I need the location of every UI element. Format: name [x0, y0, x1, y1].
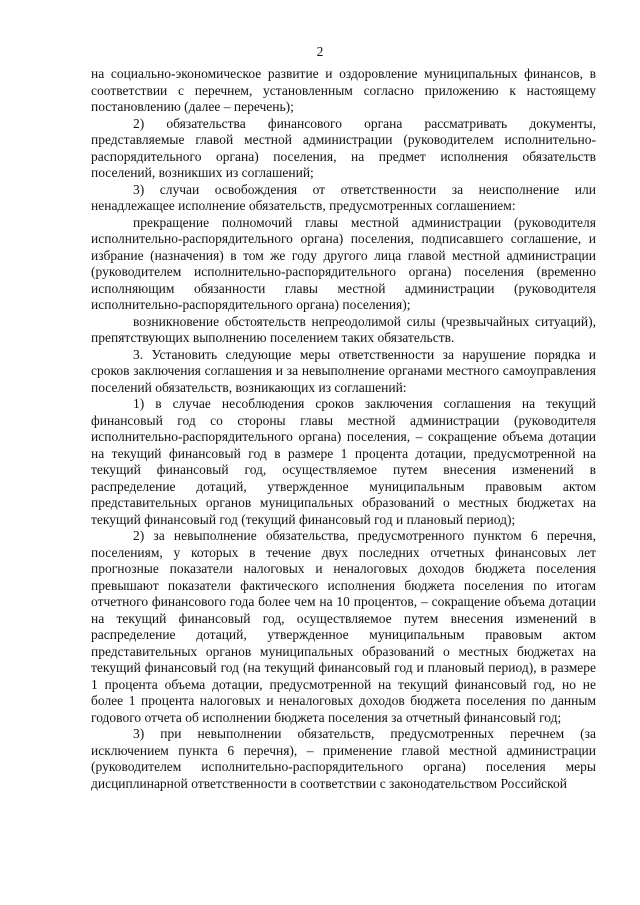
paragraph-force-majeure: возникновение обстоятельств непреодолимой силы (чрезвычайных ситуаций), препятствующих выполнению поселением таких обязательств.	[91, 313, 596, 345]
paragraph-liability-item-1: 1) в случае несоблюдения сроков заключения соглашения на текущий финансовый год со стороны главы местной администрации (руководителя исполнительно-распорядительного органа) поселения, – сокращение объема дотации на текущий финансовый год в размере 1 процента дотации, предусмотренной на текущий финансовый год, осуществляемое путем внесения изменений в распределение дотаций, утвержденное муниципальным правовым актом представительных органов муниципальных образований о местных бюджетах на текущий финансовый год (текущий финансовый год и плановый период);	[91, 396, 596, 527]
document-body	[91, 66, 596, 792]
paragraph-item-2-finance-obligations: 2) обязательства финансового органа рассматривать документы, представляемые главой местной администрации (руководителем исполнительно-распорядительного органа) поселения, на предмет исполнения обязательств поселений, возникших из соглашений;	[91, 115, 596, 180]
page-number: 2	[316, 44, 324, 59]
paragraph-section-3-liability: 3. Установить следующие меры ответственности за нарушение порядка и сроков заключения соглашения и за невыполнение органами местного самоуправления поселений обязательств, возникающих из соглашений:	[91, 346, 596, 395]
paragraph-liability-item-3: 3) при невыполнении обязательств, предусмотренных перечнем (за исключением пункта 6 перечня), – применение главой местной администрации (руководителем исполнительно-распорядительного органа) поселения меры дисциплинарной ответственности в соответствии с законодательством Российской	[91, 726, 596, 791]
paragraph-liability-item-2: 2) за невыполнение обязательства, предусмотренного пунктом 6 перечня, поселениям, у которых в течение двух последних отчетных финансовых лет прогнозные показатели налоговых и неналоговых доходов бюджета поселения превышают показатели фактического исполнения бюджета поселения по итогам отчетного финансового года более чем на 10 процентов, – сокращение объема дотации на текущий финансовый год, осуществляемое путем внесения изменений в распределение дотаций, утвержденное муниципальным правовым актом представительных органов муниципальных образований о местных бюджетах на текущий финансовый год (на текущий финансовый год и плановый период), в размере 1 процента объема дотации, предусмотренной на текущий финансовый год, но не более 1 процента налоговых и неналоговых доходов бюджета поселения по данным годового отчета об исполнении бюджета поселения за отчетный финансовый год;	[91, 528, 596, 725]
paragraph-continuation: на социально-экономическое развитие и оздоровление муниципальных финансов, в соответствии с перечнем, установленным согласно приложению к настоящему постановлению (далее – перечень);	[91, 66, 596, 114]
paragraph-item-3-exemption-cases: 3) случаи освобождения от ответственности за неисполнение или ненадлежащее исполнение обязательств, предусмотренных соглашением:	[91, 181, 596, 213]
paragraph-termination-of-powers: прекращение полномочий главы местной администрации (руководителя исполнительно-распорядительного органа) поселения, подписавшего соглашение, и избрание (назначения) в том же году другого лица главой местной администрации (руководителем исполнительно-распорядительного органа) поселения (временно исполняющим обязанности главы местной администрации (руководителя исполнительно-распорядительного органа) поселения);	[91, 214, 596, 312]
